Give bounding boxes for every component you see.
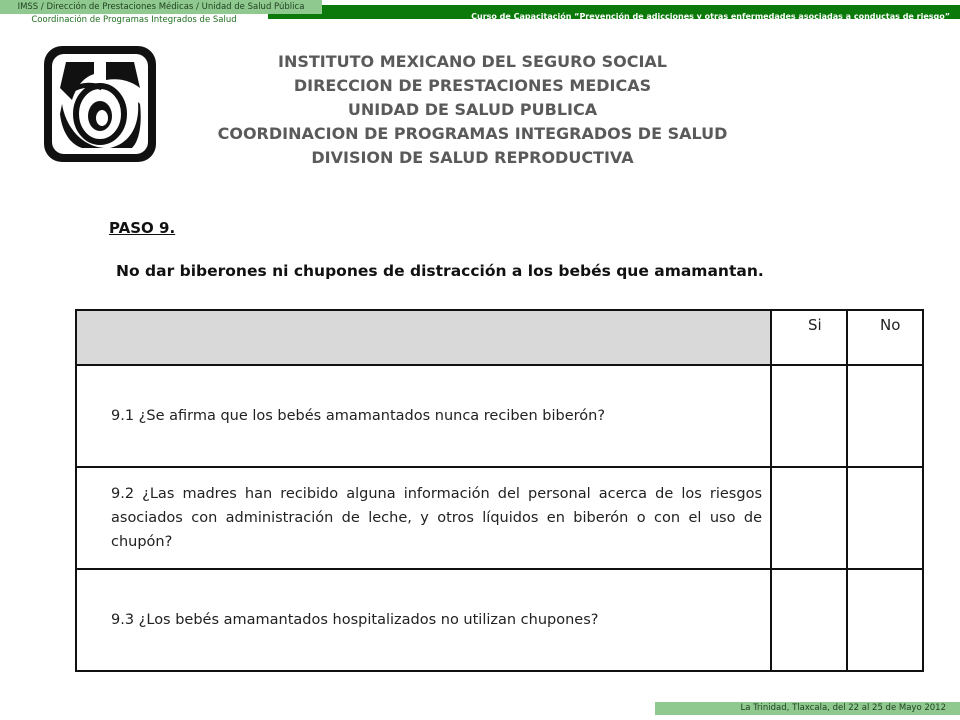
footer-location-date: La Trinidad, Tlaxcala, del 22 al 25 de Mayo 2012	[655, 702, 960, 715]
imss-logo	[42, 44, 158, 164]
table-row	[76, 365, 923, 467]
question-cell: 9.3 ¿Los bebés amamantados hospitalizados no utilizan chupones?	[76, 569, 771, 671]
answer-si-cell[interactable]	[771, 467, 847, 569]
answer-si-cell[interactable]	[771, 365, 847, 467]
table-row	[76, 467, 923, 569]
table-header-blank	[76, 310, 771, 365]
answer-no-cell[interactable]	[847, 467, 923, 569]
column-header-si: Si	[771, 310, 847, 365]
institution-line: INSTITUTO MEXICANO DEL SEGURO SOCIAL	[278, 52, 667, 71]
table-row	[76, 569, 923, 671]
institution-heading	[200, 50, 745, 170]
header-subtitle: Coordinación de Programas Integrados de Salud	[0, 14, 268, 27]
header-breadcrumb: IMSS / Dirección de Prestaciones Médicas / Unidad de Salud Pública	[0, 0, 322, 14]
table-header-row	[76, 310, 923, 365]
institution-line: DIVISION DE SALUD REPRODUCTIVA	[311, 148, 634, 167]
imss-logo-icon	[42, 44, 158, 164]
checklist-table	[75, 309, 924, 672]
step-statement: No dar biberones ni chupones de distracción a los bebés que amamantan.	[116, 262, 764, 280]
answer-no-cell[interactable]	[847, 569, 923, 671]
institution-line: UNIDAD DE SALUD PUBLICA	[347, 100, 598, 119]
answer-si-cell[interactable]	[771, 569, 847, 671]
institution-line: COORDINACION DE PROGRAMAS INTEGRADOS DE SALUD	[217, 124, 728, 143]
answer-no-cell[interactable]	[847, 365, 923, 467]
column-header-no: No	[847, 310, 923, 365]
institution-line: DIRECCION DE PRESTACIONES MEDICAS	[293, 76, 652, 95]
step-title: PASO 9.	[109, 219, 176, 237]
question-cell: 9.1 ¿Se afirma que los bebés amamantados nunca reciben biberón?	[76, 365, 771, 467]
question-cell: 9.2 ¿Las madres han recibido alguna información del personal acerca de los riesgos asociados con administración de leche, y otros líquidos en biberón o con el uso de chupón?	[76, 467, 771, 569]
course-title: Curso de Capacitación “Prevención de adicciones y otras enfermedades asociadas a conductas de riesgo”	[471, 12, 950, 21]
